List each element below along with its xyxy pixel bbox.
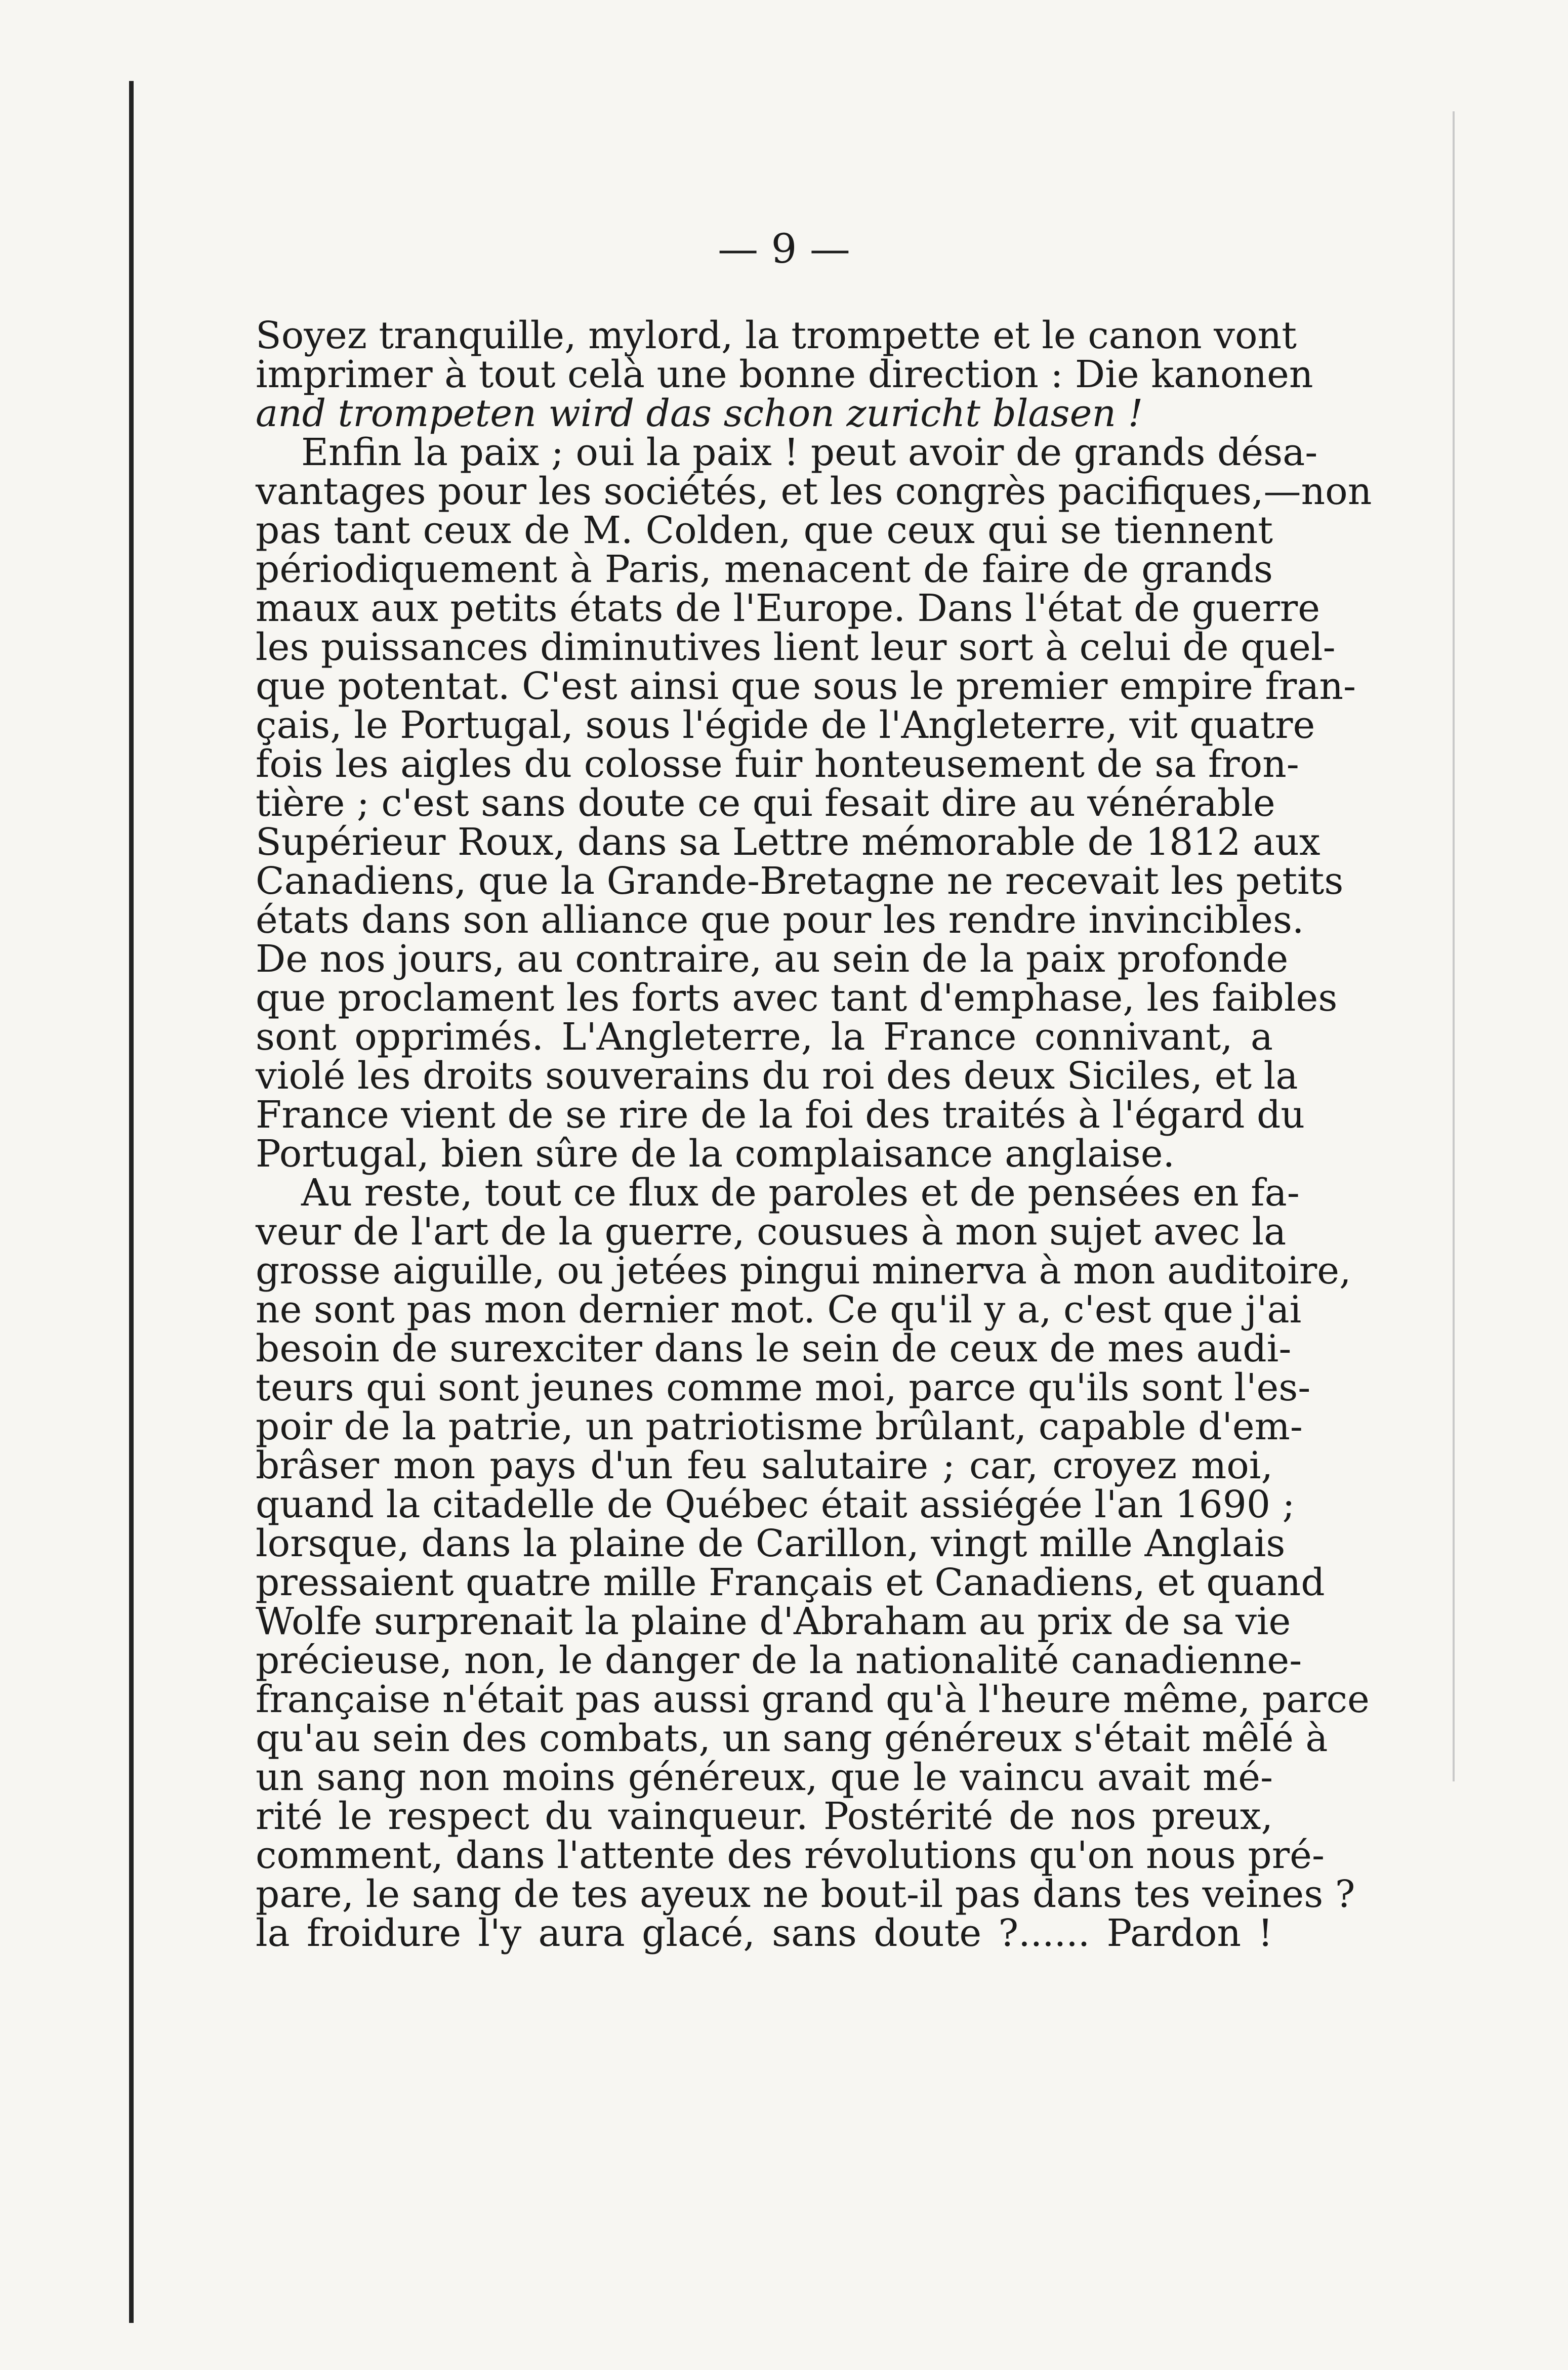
text-line: imprimer à tout celà une bonne direction : Die kanonen <box>256 353 1313 396</box>
text-line: quand la citadelle de Québec était assiégée l'an 1690 ; <box>256 1483 1295 1526</box>
text-line: Au reste, tout ce flux de paroles et de pensées en fa- <box>301 1171 1300 1215</box>
text-line: les puissances diminutives lient leur sort à celui de quel- <box>256 626 1336 669</box>
text-line: çais, le Portugal, sous l'égide de l'Angleterre, vit quatre <box>256 703 1315 747</box>
body-text <box>256 311 1372 1974</box>
text-line: tière ; c'est sans doute ce qui fesait dire au vénérable <box>256 781 1275 825</box>
text-line: lorsque, dans la plaine de Carillon, vingt mille Anglais <box>256 1522 1286 1565</box>
text-line: Portugal, bien sûre de la complaisance anglaise. <box>256 1132 1175 1176</box>
text-line: la froidure l'y aura glacé, sans doute ?...... Pardon ! <box>256 1911 1273 1955</box>
text-line: que potentat. C'est ainsi que sous le premier empire fran- <box>256 664 1356 708</box>
text-line: française n'était pas aussi grand qu'à l'heure même, parce <box>256 1678 1370 1721</box>
page-number: — 9 — <box>718 225 850 272</box>
text-line: pas tant ceux de M. Colden, que ceux qui se tiennent <box>256 509 1273 552</box>
text-line: rité le respect du vainqueur. Postérité de nos preux, <box>256 1795 1273 1838</box>
text-line: Wolfe surprenait la plaine d'Abraham au prix de sa vie <box>256 1600 1291 1643</box>
text-line: De nos jours, au contraire, au sein de la paix profonde <box>256 937 1289 981</box>
text-line: and trompeten wird das schon zuricht blasen ! <box>256 392 1143 435</box>
text-line: fois les aigles du colosse fuir honteusement de sa fron- <box>256 742 1299 786</box>
text-line: ne sont pas mon dernier mot. Ce qu'il y a, c'est que j'ai <box>256 1288 1302 1332</box>
text-line: états dans son alliance que pour les rendre invincibles. <box>256 898 1304 942</box>
text-line: maux aux petits états de l'Europe. Dans l'état de guerre <box>256 587 1321 630</box>
text-line: teurs qui sont jeunes comme moi, parce qu'ils sont l'es- <box>256 1366 1311 1409</box>
text-line: Soyez tranquille, mylord, la trompette et le canon vont <box>256 314 1297 357</box>
page-edge-shadow <box>1453 111 1455 1781</box>
text-line: un sang non moins généreux, que le vaincu avait mé- <box>256 1756 1273 1799</box>
text-line: périodiquement à Paris, menacent de faire de grands <box>256 548 1273 591</box>
text-line: violé les droits souverains du roi des deux Siciles, et la <box>256 1054 1298 1098</box>
binding-edge <box>129 81 134 2323</box>
text-line: grosse aiguille, ou jetées pingui minerva à mon auditoire, <box>256 1249 1351 1293</box>
text-line: sont opprimés. L'Angleterre, la France connivant, a <box>256 1015 1273 1059</box>
text-line: pressaient quatre mille Français et Canadiens, et quand <box>256 1561 1325 1604</box>
text-line: pare, le sang de tes ayeux ne bout-il pas dans tes veines ? <box>256 1873 1355 1916</box>
text-line: France vient de se rire de la foi des traités à l'égard du <box>256 1093 1305 1137</box>
text-line: Canadiens, que la Grande-Bretagne ne recevait les petits <box>256 859 1344 903</box>
text-line: précieuse, non, le danger de la nationalité canadienne- <box>256 1639 1302 1682</box>
text-line: brâser mon pays d'un feu salutaire ; car, croyez moi, <box>256 1444 1273 1487</box>
text-line: besoin de surexciter dans le sein de ceux de mes audi- <box>256 1327 1292 1370</box>
text-line: poir de la patrie, un patriotisme brûlant, capable d'em- <box>256 1405 1303 1448</box>
text-line: Supérieur Roux, dans sa Lettre mémorable de 1812 aux <box>256 820 1321 864</box>
text-line: qu'au sein des combats, un sang généreux s'était mêlé à <box>256 1717 1328 1760</box>
text-line: vantages pour les sociétés, et les congrès pacifiques,—non <box>256 470 1372 513</box>
text-line: que proclament les forts avec tant d'emphase, les faibles <box>256 976 1338 1020</box>
text-line: veur de l'art de la guerre, cousues à mon sujet avec la <box>256 1210 1287 1254</box>
text-line: Enfin la paix ; oui la paix ! peut avoir de grands désa- <box>301 431 1318 474</box>
text-line: comment, dans l'attente des révolutions qu'on nous pré- <box>256 1834 1325 1877</box>
